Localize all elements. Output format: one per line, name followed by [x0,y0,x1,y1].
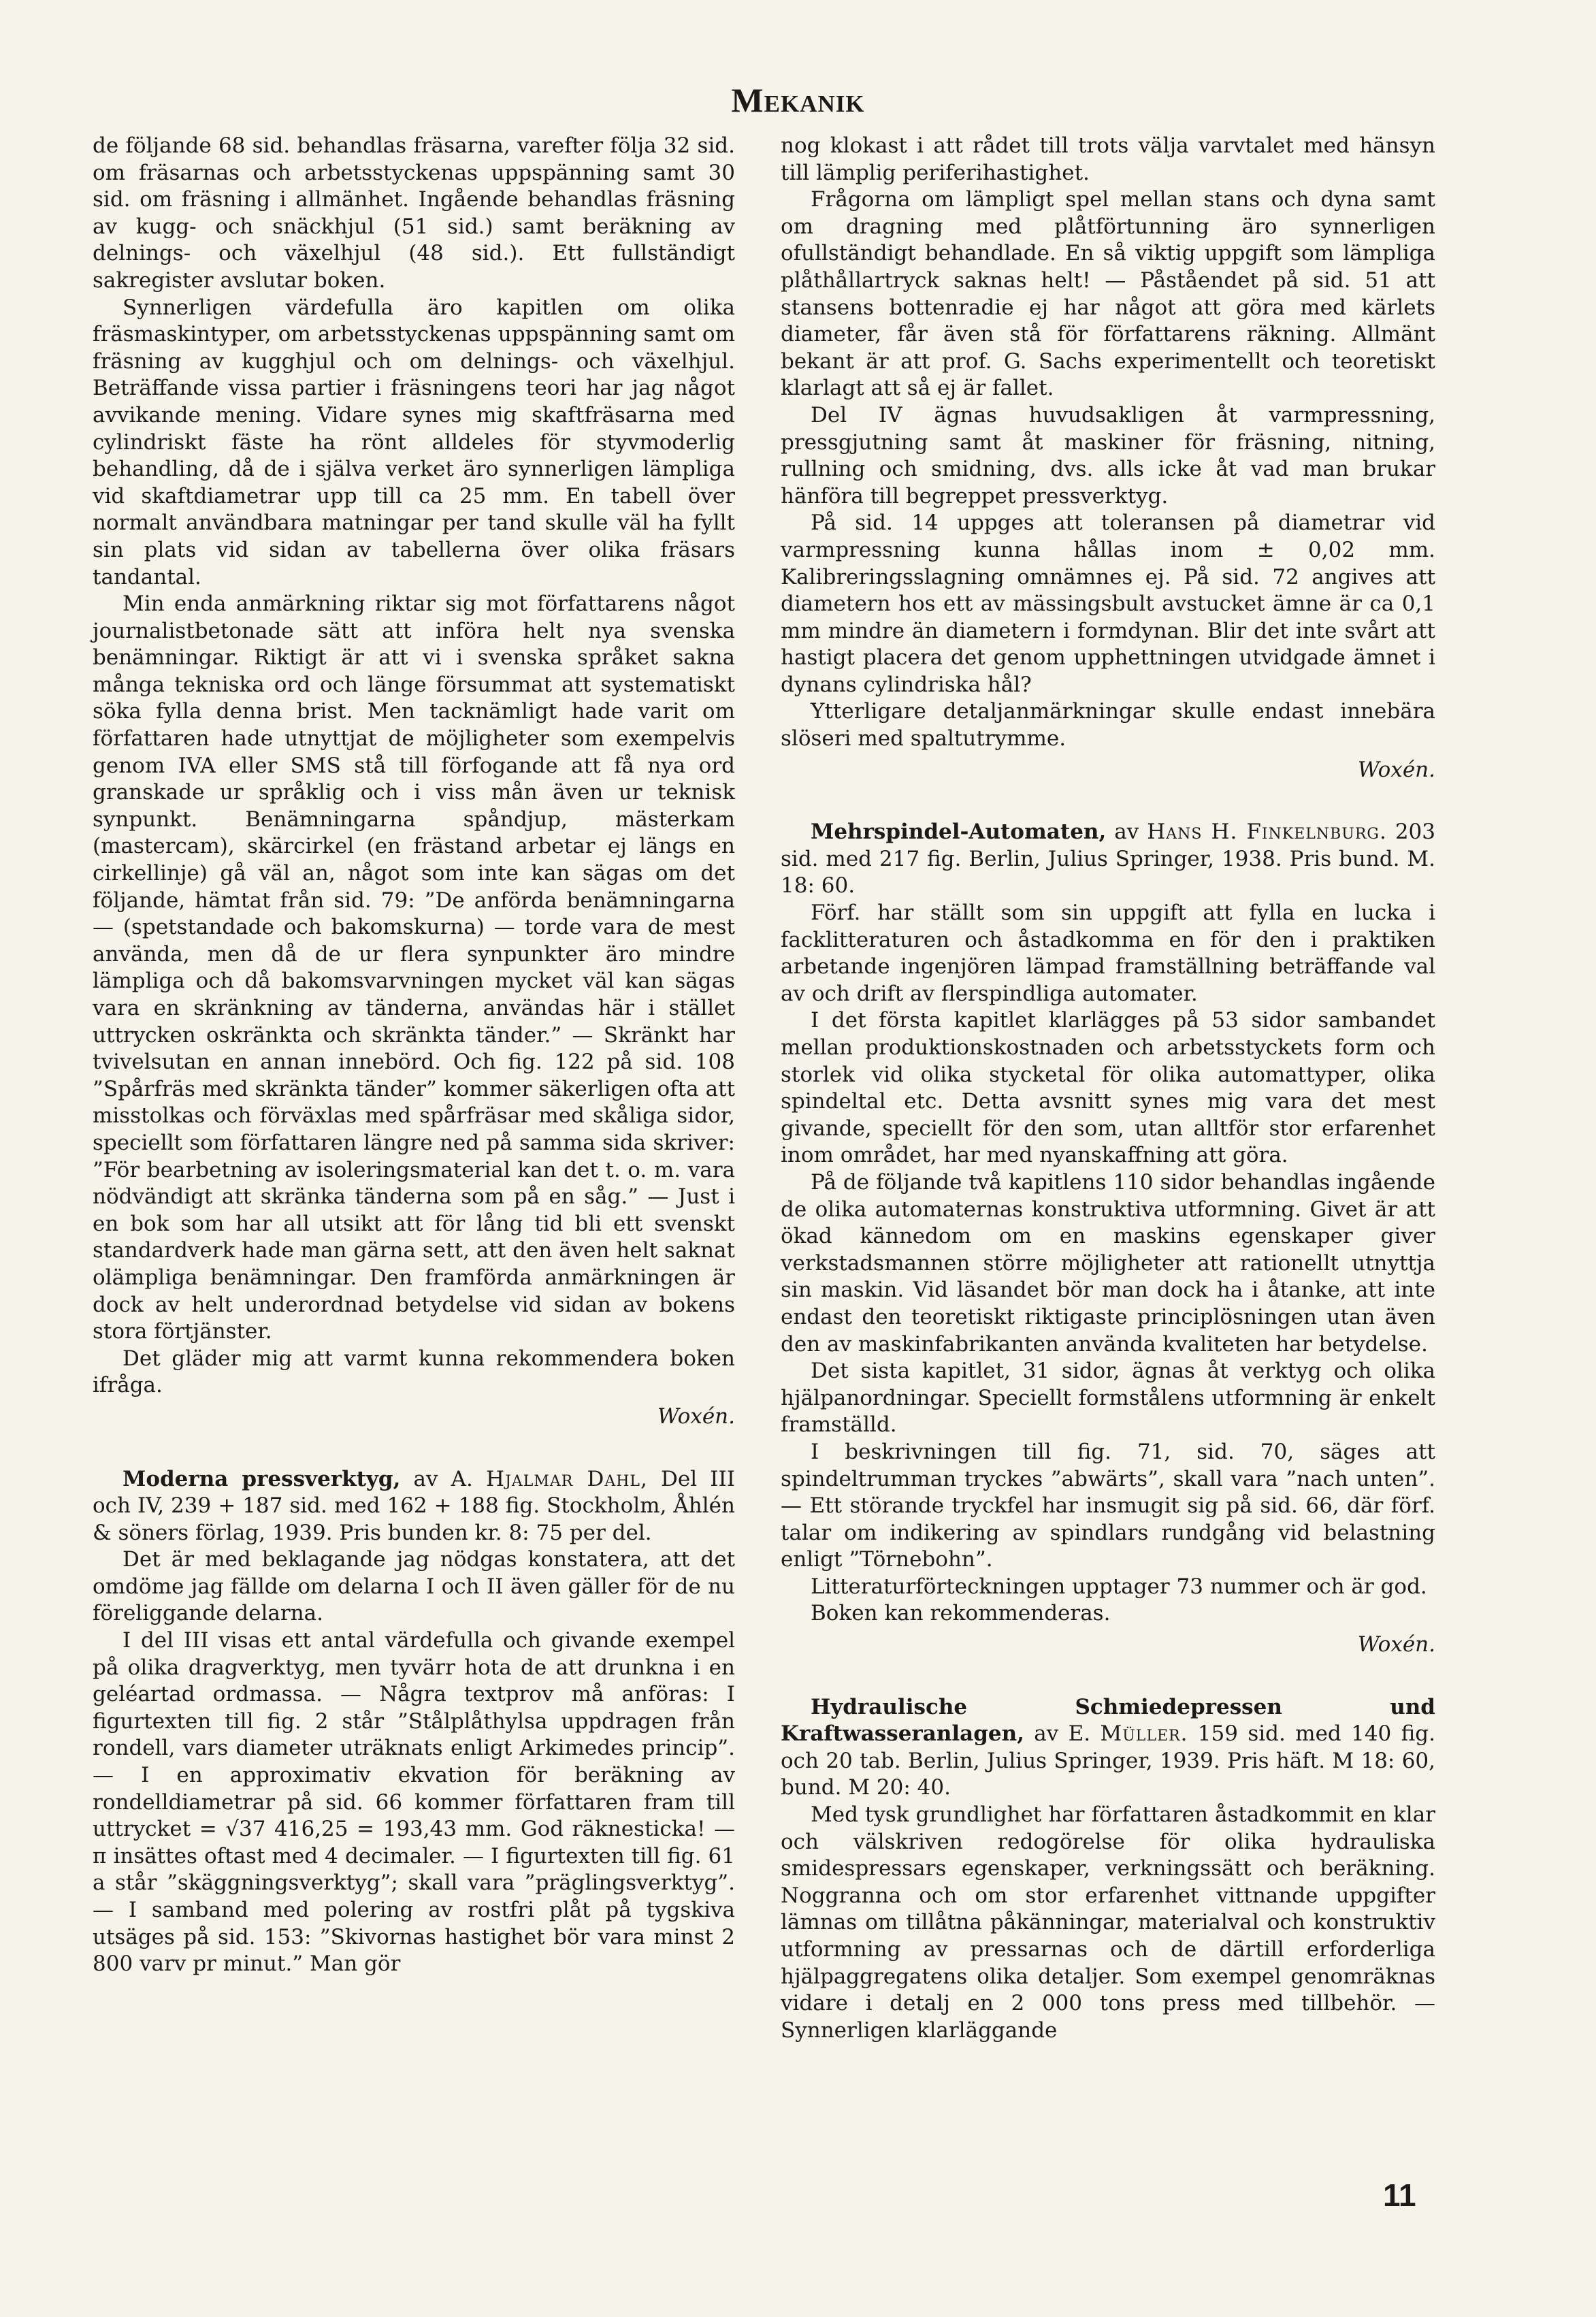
reviewer-signature: Woxén. [657,1404,735,1429]
paragraph: Ytterligare detaljanmärkningar skulle endast innebära slöseri med spaltutrymme. [781,699,1435,751]
review-heading [93,1466,735,1547]
section-gap [781,1659,1435,1694]
paragraph: nog klokast i att rådet till trots välja varvtalet med hänsyn till lämplig periferihastighet. [781,133,1435,185]
book-title: Mehrspindel-Automaten, [811,820,1107,845]
paragraph: Med tysk grundlighet har författaren åstadkommit en klar och välskriven redogörelse för olika hydrauliska smidespressars egenskaper, verkningssätt och beräkning. Noggranna och om stor erfarenhet vittnande uppgifter lämnas om tillåtna påkänningar, materialval och konstruktiv utformning av pressarnas och de därtill erforderliga hjälpaggregatens olika detaljer. Som exempel genomräknas vidare i detalj en 2 000 tons press med tillbehör. — Synnerligen klarläggande [781,1802,1435,2043]
section-header: Mekanik [731,81,865,119]
paragraph: Min enda anmärkning riktar sig mot författarens något journalistbetonade sätt att införa helt nya svenska benämningar. Riktigt är att vi i svenska språket sakna många tekniska ord och länge försummat att systematiskt söka fylla denna brist. Men tacknämligt hade varit om författaren hade utnyttjat de möjligheter som exempelvis genom IVA eller SMS stå till förfogande att få nya ord granskade ur språklig och i viss mån även ur teknisk synpunkt. Benämningarna spåndjup, mästerkam (mastercam), skärcirkel (en frästand arbetar ej längs en cirkellinje) gå väl an, något som inte kan sägas om det följande, hämtat från sid. 79: ”De anförda benämningarna — (spetstandade och bakomskurna) — torde vara de mest använda, men då de ur flera synpunkter äro mindre lämpliga och då bakomsvarvningen mycket väl kan sägas vara en skränkning av tänderna, användas här i stället uttrycken oskränkta och skränkta tänder.” — Skränkt har tvivelsutan en annan innebörd. Och fig. 122 på sid. 108 ”Spårfräs med skränkta tänder” kommer säkerligen ofta att misstolkas och förväxlas med spårfräsar med skåliga sidor, speciellt som författaren längre ned på samma sida skriver: ”För bearbetning av isoleringsmaterial kan det t. o. m. vara nödvändigt att skränka tänderna som på en såg.” — Just i en bok som har all utsikt att för lång tid bli ett svenskt standardverk hade man gärna sett, att den även helt saknat olämpliga benämningar. Den framförda anmärkningen är dock av helt underordnad betydelse vid sidan av bokens stora förtjänster. [93,592,735,1344]
left-column [93,133,735,1978]
paragraph: Frågorna om lämpligt spel mellan stans och dyna samt om dragning med plåtförtunning äro synnerligen ofullständigt behandlade. En så viktig uppgift som lämpliga plåthållartryck saknas helt! — Påståendet på sid. 51 att stansens bottenradie ej har något att göra med kärlets diameter, får även stå för författarens räkning. Allmänt bekant är att prof. G. Sachs experimentellt och teoretiskt klarlagt att så ej är fallet. [781,187,1435,401]
heading-by: av [1106,820,1147,845]
book-author: Hans H. Finkelnburg. [1147,820,1387,845]
heading-by: av E. [1024,1721,1101,1747]
paragraph: I del III visas ett antal värdefulla och givande exempel på olika dragverktyg, men tyvärr hota de att drunkna i en geléartad ordmassa. — Några textprov må anföras: I figurtexten till fig. 2 står ”Stålplåthylsa uppdragen från rondell, vars diameter uträknats enligt Arkimedes princip”. — I en approximativ ekvation för beräkning av rondelldiametrar på sid. 66 kommer författaren fram till uttrycket = √37 416,25 = 193,43 mm. God räknesticka! — π insättes oftast med 4 decimaler. — I figurtexten till fig. 61 a står ”skäggningsverktyg”; skall vara ”präglingsverktyg”. — I samband med polering av rostfri plåt på tygskiva utsäges på sid. 153: ”Skivornas hastighet bör vara minst 2 800 varv pr minut.” Man gör [93,1628,735,1977]
reviewer-signature: Woxén. [1357,757,1435,782]
paragraph: Det sista kapitlet, 31 sidor, ägnas åt verktyg och olika hjälpanordningar. Speciellt formstålens utformning är enkelt framställd. [781,1359,1435,1438]
review-heading [781,1694,1435,1802]
page-number: 11 [1383,2177,1416,2213]
paragraph: Del IV ägnas huvudsakligen åt varmpressning, pressgjutning samt åt maskiner för fräsning, nitning, rullning och smidning, dvs. alls icke åt vad man brukar hänföra till begreppet pressverktyg. [781,402,1435,508]
book-details: Del III och IV, 239 + 187 sid. med 162 + 188 fig. Stockholm, Åhlén & söners förlag, 1939. Pris bunden kr. 8: 75 per del. [93,1466,735,1545]
paragraph: Förf. har ställt som sin uppgift att fylla en lucka i facklitteraturen och åstadkomma en för den i praktiken arbetande ingenjören lämpad framställning beträffande val av och drift av flerspindliga automater. [781,901,1435,1006]
heading-by: av A. [400,1466,487,1491]
paragraph: Boken kan rekommenderas. [811,1601,1111,1626]
book-details: 203 sid. med 217 fig. Berlin, Julius Springer, 1938. Pris bund. M. 18: 60. [781,820,1435,898]
paragraph: Det gläder mig att varmt kunna rekommendera boken ifråga. [93,1346,735,1398]
right-column [781,133,1435,2044]
paragraph: Litteraturförteckningen upptager 73 nummer och är god. [811,1574,1427,1599]
paragraph: Det är med beklagande jag nödgas konstatera, att det omdöme jag fällde om delarna I och II även gäller för de nu föreliggande delarna. [93,1547,735,1626]
review-heading [781,819,1435,900]
book-details: 159 sid. med 140 fig. och 20 tab. Berlin, Julius Springer, 1939. Pris häft. M 18: 60, bund. M 20: 40. [781,1721,1436,1800]
section-gap [781,783,1435,819]
reviewer-signature: Woxén. [1357,1632,1435,1657]
paragraph: På sid. 14 uppges att toleransen på diametrar vid varmpressning kunna hållas inom ± 0,02 mm. Kalibreringsslagning omnämnes ej. På sid. 72 angives att diametern hos ett av mässingsbult avstucket ämne är ca 0,1 mm mindre än diametern i formdynan. Blir det inte svårt att hastigt placera det genom upphettningen utvidgade ämnet i dynans cylindriska hål? [781,511,1435,697]
paragraph: Synnerligen värdefulla äro kapitlen om olika fräsmaskintyper, om arbetsstyckenas uppspänning samt om fräsning av kugghjul och om delnings- och växelhjul. Beträffande vissa partier i fräsningens teori har jag något avvikande mening. Vidare synes mig skaftfräsarna med cylindriskt fäste ha rönt alldeles för styvmoderlig behandling, då de i själva verket äro synnerligen lämpliga vid skaftdiametrar upp till ca 25 mm. En tabell över normalt användbara matningar per tand skulle väl ha fyllt sin plats vid sidan av tabellerna över olika fräsars tandantal. [93,295,735,589]
paragraph: de följande 68 sid. behandlas fräsarna, varefter följa 32 sid. om fräsarnas och arbetsstyckenas uppspänning samt 30 sid. om fräsning i allmänhet. Ingående behandlas fräsning av kugg- och snäckhjul (51 sid.) samt beräkning av delnings- och växelhjul (48 sid.). Ett fullständigt sakregister avslutar boken. [93,133,735,293]
book-title: Hydraulische Schmiedepressen und Kraftwasseranlagen, [781,1694,1435,1747]
book-author: Müller. [1100,1721,1188,1747]
book-title: Moderna pressverktyg, [123,1466,401,1491]
book-author: Hjalmar Dahl, [486,1466,648,1491]
paragraph: På de följande två kapitlens 110 sidor behandlas ingående de olika automaternas konstruktiva utformning. Givet är att ökad kännedom om en maskins egenskaper giver verkstadsmannen större möjligheter att rationellt utnyttja sin maskin. Vid läsandet bör man dock ha i åtanke, att inte endast den teoretiskt riktigaste principlösningen utan även den av maskinfabrikanten använda kvaliteten har betydelse. [781,1169,1435,1357]
paragraph: I beskrivningen till fig. 71, sid. 70, säges att spindeltrumman tryckes ”abwärts”, skall vara ”nach unten”. — Ett störande tryckfel har insmugit sig på sid. 66, där förf. talar om indikering av spindlars rundgång vid belastning enligt ”Törnebohn”. [781,1439,1435,1572]
paragraph: I det första kapitlet klarlägges på 53 sidor sambandet mellan produktionskostnaden och arbetsstyckets form och storlek vid olika stycketal för olika automattyper, olika spindeltal etc. Detta avsnitt synes mig vara det mest givande, speciellt för den som, utan alltför stor erfarenhet inom området, har med nyanskaffning att göra. [781,1008,1435,1168]
section-gap [93,1431,735,1466]
